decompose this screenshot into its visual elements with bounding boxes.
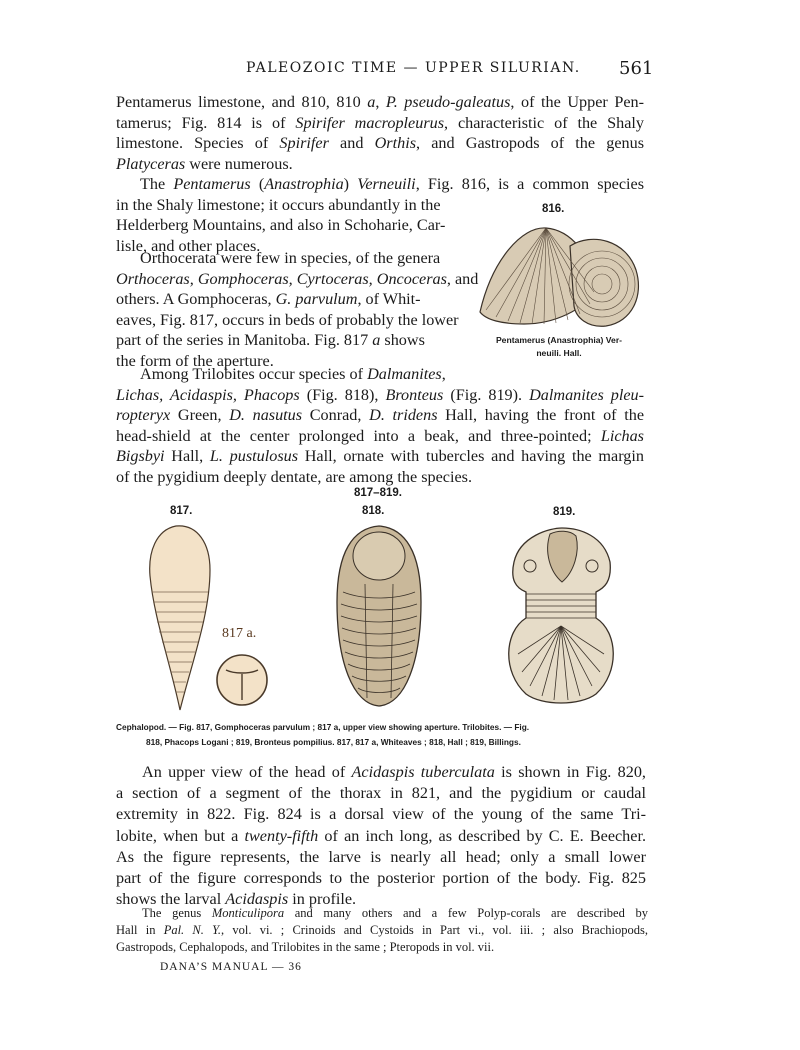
p3-line-2: Orthoceras, Gomphoceras, Cyrtoceras, Oncoceras, and bbox=[116, 269, 479, 288]
footnote-line-2: Hall in Pal. N. Y., vol. vi. ; Crinoids and Cystoids in Part vi., vol. iii. ; also Brachiopods, bbox=[116, 923, 648, 937]
p1-line-4: Platyceras were numerous. bbox=[116, 154, 293, 173]
plate-caption-line-2: 818, Phacops Logani ; 819, Bronteus pompilius. 817, 817 a, Whiteaves ; 818, Hall ; 819, Billings. bbox=[146, 737, 521, 747]
p5-line-2: a section of a segment of the thorax in 821, and the pygidium or caudal bbox=[116, 784, 646, 803]
p5-line-7: shows the larval Acidaspis in profile. bbox=[116, 890, 357, 909]
p4-line-4: head-shield at the center prolonged into a beak, and three-pointed; Lichas bbox=[116, 426, 644, 445]
p5-line-3: extremity in 822. Fig. 824 is a dorsal view of the young of the same Tri- bbox=[116, 805, 646, 824]
footnote bbox=[116, 905, 648, 956]
p4-line-3: ropteryx Green, D. nasutus Conrad, D. tridens Hall, having the front of the bbox=[116, 406, 644, 424]
footnote-line-1: The genus Monticulipora and many others and a few Polyp-corals are described by bbox=[142, 906, 648, 920]
running-title: PALEOZOIC TIME — UPPER SILURIAN. bbox=[246, 60, 581, 76]
p4-line-2: Lichas, Acidaspis, Phacops (Fig. 818), Bronteus (Fig. 819). Dalmanites pleu- bbox=[116, 385, 645, 404]
figure-817-illustration bbox=[140, 522, 220, 712]
p1-line-1: Pentamerus limestone, and 810, 810 a, P. pseudo-galeatus, of the Upper Pen- bbox=[116, 93, 645, 111]
p4-line-1: Among Trilobites occur species of Dalmanites, bbox=[140, 365, 446, 383]
plate-caption bbox=[116, 720, 646, 750]
p3-line-1: Orthocerata were few in species, of the genera bbox=[140, 249, 441, 267]
p1-line-2: tamerus; Fig. 814 is of Spirifer macropleurus, characteristic of the Shaly bbox=[116, 113, 644, 132]
p5-line-1: An upper view of the head of Acidaspis tuberculata is shown in Fig. 820, bbox=[142, 763, 646, 781]
p3-line-5: part of the series in Manitoba. Fig. 817 a shows bbox=[116, 331, 425, 349]
figure-816-caption-line-1: Pentamerus (Anastrophia) Ver- bbox=[495, 335, 623, 345]
footnote-line-3: Gastropods, Cephalopods, and Trilobites in the same ; Pteropods in vol. vii. bbox=[116, 940, 495, 954]
p5-line-6: part of the figure corresponds to the posterior portion of the body. Fig. 825 bbox=[116, 869, 646, 888]
figure-819-number: 819. bbox=[553, 506, 576, 518]
p2-line-3: Helderberg Mountains, and also in Schoharie, Car- bbox=[116, 216, 446, 234]
p4-line-6: of the pygidium deeply dentate, are among the species. bbox=[116, 467, 473, 486]
page-number: 561 bbox=[619, 58, 654, 79]
paragraph-1 bbox=[116, 92, 644, 174]
p1-line-3: limestone. Species of Spirifer and Orthis, and Gastropods of the genus bbox=[116, 134, 645, 152]
p5-line-4: lobite, when but a twenty-fifth of an inch long, as described by C. E. Beecher. bbox=[116, 826, 647, 845]
plate-title: 817–819. bbox=[354, 487, 402, 499]
figure-816-caption bbox=[474, 334, 644, 360]
figure-816-number: 816. bbox=[542, 203, 565, 215]
p2-line-2: in the Shaly limestone; it occurs abundantly in the bbox=[116, 195, 441, 214]
figure-816-illustration bbox=[474, 220, 644, 332]
p2-line-1: The Pentamerus (Anastrophia) Verneuili, Fig. 816, is a common species bbox=[140, 175, 645, 193]
paragraph-3 bbox=[116, 248, 479, 371]
figure-816-caption-line-2: neuili. Hall. bbox=[536, 348, 582, 358]
p2-line-4: lisle, and other places. bbox=[116, 236, 261, 255]
p3-line-6: the form of the aperture. bbox=[116, 351, 274, 370]
figure-817a-illustration bbox=[214, 652, 270, 708]
figure-818-illustration bbox=[333, 522, 425, 710]
paragraph-4 bbox=[116, 364, 644, 487]
figure-817a-number: 817 a. bbox=[222, 626, 257, 641]
paragraph-5 bbox=[116, 762, 646, 910]
figure-818-number: 818. bbox=[362, 505, 385, 517]
p3-line-3: others. A Gomphoceras, G. parvulum, of Whit- bbox=[116, 290, 421, 308]
plate-caption-line-1: Cephalopod. — Fig. 817, Gomphoceras parvulum ; 817 a, upper view showing aperture. Trilobites. — Fig. bbox=[116, 722, 530, 732]
figure-817-number: 817. bbox=[170, 505, 193, 517]
signature-mark: DANA’S MANUAL — 36 bbox=[160, 961, 302, 973]
p3-line-4: eaves, Fig. 817, occurs in beds of probably the lower bbox=[116, 310, 459, 329]
p4-line-5: Bigsbyi Hall, L. pustulosus Hall, ornate with tubercles and having the margin bbox=[116, 447, 644, 465]
p5-line-5: As the figure represents, the larve is nearly all head; only a small lower bbox=[116, 847, 646, 866]
figure-819-illustration bbox=[500, 522, 622, 708]
